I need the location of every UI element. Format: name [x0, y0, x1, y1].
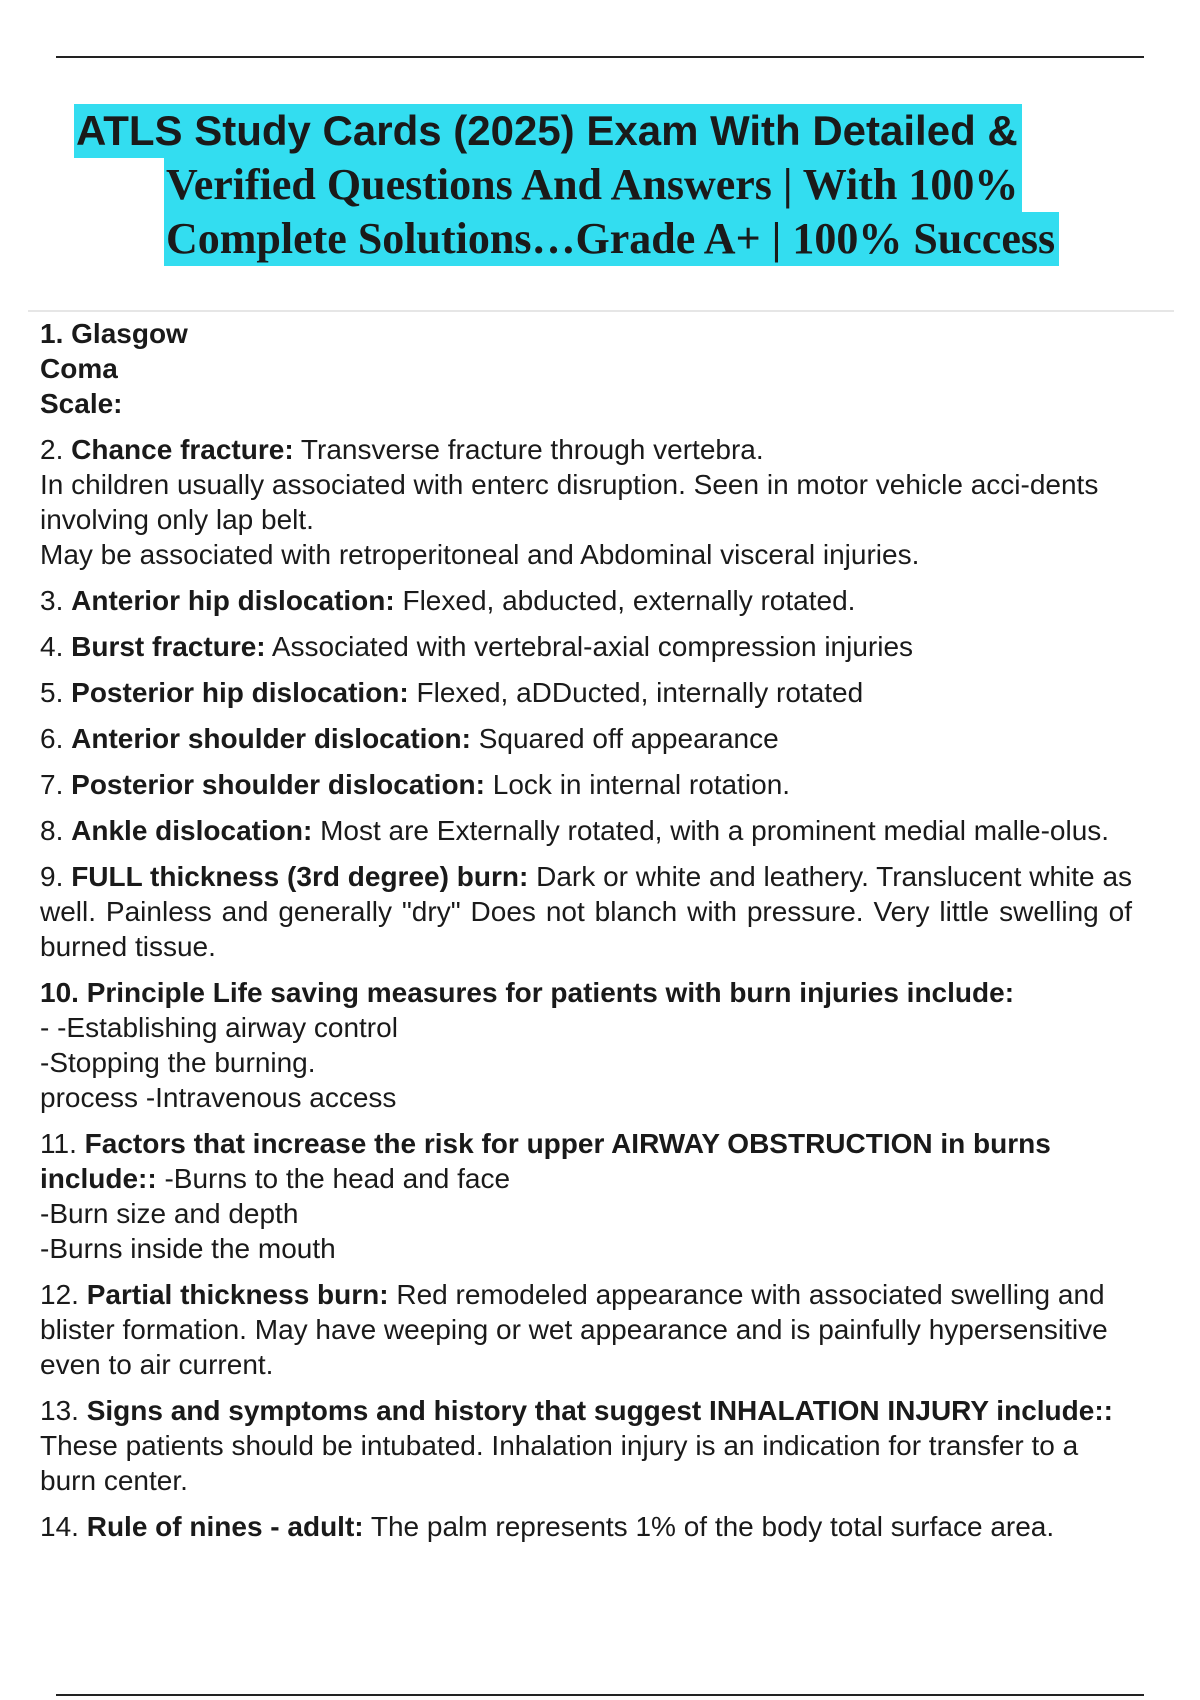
card-definition: - -Establishing airway control [40, 1012, 398, 1043]
card-definition: May be associated with retroperitoneal and Abdominal visceral injuries. [40, 539, 920, 570]
card-number: 5. [40, 677, 64, 708]
card-term: Ankle dislocation: [71, 815, 313, 846]
card-term: 10. Principle Life saving measures for patients with burn injuries include: [40, 977, 1015, 1008]
card-term: Scale: [40, 388, 123, 419]
card-number: 4. [40, 631, 64, 662]
card-definition: process -Intravenous access [40, 1082, 397, 1113]
card-term: Anterior hip dislocation: [71, 585, 395, 616]
card-9 [40, 859, 1132, 964]
card-term: Chance fracture: [71, 434, 294, 465]
top-rule [56, 56, 1144, 58]
card-1 [40, 316, 1132, 421]
card-definition: -Stopping the burning. [40, 1047, 316, 1078]
card-3 [40, 583, 1132, 618]
card-definition: These patients should be intubated. Inhalation injury is an indication for transfer to a burn center. [40, 1430, 1079, 1496]
card-number: 13. [40, 1395, 79, 1426]
card-number: 8. [40, 815, 64, 846]
card-13 [40, 1393, 1132, 1498]
card-term: Anterior shoulder dislocation: [71, 723, 471, 754]
card-7 [40, 767, 1132, 802]
card-4 [40, 629, 1132, 664]
study-card-list [40, 316, 1132, 1555]
card-number: 14. [40, 1511, 79, 1542]
card-term: Rule of nines - adult: [86, 1511, 364, 1542]
card-definition: Dark or white and leathery. Translucent white as well. Painless and generally "dry" Does not blanch with pressure. Very little swelling of burned tissue. [40, 861, 1133, 962]
title-separator [28, 310, 1174, 312]
card-5 [40, 675, 1132, 710]
card-definition: Lock in internal rotation. [484, 769, 791, 800]
card-11 [40, 1126, 1132, 1266]
card-definition: The palm represents 1% of the body total surface area. [363, 1511, 1055, 1542]
title-line-3: Complete Solutions…Grade A+ | 100% Success [164, 212, 1059, 266]
card-term: Signs and symptoms and history that suggest INHALATION INJURY include:: [86, 1395, 1113, 1426]
card-definition: Red remodeled appearance with associated swelling and blister formation. May have weeping or wet appearance and is painfully hypersensitive even to air current. [40, 1279, 1108, 1380]
card-definition: -Burns to the head and face [156, 1163, 511, 1194]
card-number: 12. [40, 1279, 79, 1310]
card-term: Posterior shoulder dislocation: [71, 769, 485, 800]
card-definition: Associated with vertebral-axial compression injuries [265, 631, 914, 662]
card-2 [40, 432, 1132, 572]
card-term: FULL thickness (3rd degree) burn: [71, 861, 529, 892]
card-definition: Transverse fracture through vertebra. [293, 434, 764, 465]
document-title [74, 104, 1154, 266]
card-number: 9. [40, 861, 64, 892]
card-term: Coma [40, 353, 118, 384]
card-12 [40, 1277, 1132, 1382]
title-line-2: Verified Questions And Answers | With 100% [164, 158, 1022, 212]
card-14 [40, 1509, 1132, 1544]
card-number: 11. [40, 1128, 77, 1159]
bottom-rule [56, 1694, 1144, 1696]
card-definition: Squared off appearance [470, 723, 779, 754]
card-term: Posterior hip dislocation: [71, 677, 409, 708]
card-8 [40, 813, 1132, 848]
title-line-1: ATLS Study Cards (2025) Exam With Detailed & [74, 104, 1022, 158]
card-definition: Flexed, abducted, externally rotated. [394, 585, 856, 616]
card-number: 1. [40, 318, 64, 349]
card-definition: Flexed, aDDucted, internally rotated [408, 677, 864, 708]
card-number: 3. [40, 585, 64, 616]
card-6 [40, 721, 1132, 756]
card-term: Glasgow [71, 318, 188, 349]
card-term: Partial thickness burn: [86, 1279, 389, 1310]
card-definition: In children usually associated with enterc disruption. Seen in motor vehicle acci-dents involving only lap belt. [40, 469, 1099, 535]
card-definition: Most are Externally rotated, with a prominent medial malle-olus. [312, 815, 1110, 846]
card-10 [40, 975, 1132, 1115]
card-term: Factors that increase the risk for upper AIRWAY OBSTRUCTION in burns include:: [40, 1128, 1051, 1194]
card-number: 2. [40, 434, 64, 465]
card-number: 7. [40, 769, 64, 800]
card-term: Burst fracture: [71, 631, 266, 662]
card-definition: -Burns inside the mouth [40, 1233, 336, 1264]
card-number: 6. [40, 723, 64, 754]
card-definition: -Burn size and depth [40, 1198, 299, 1229]
